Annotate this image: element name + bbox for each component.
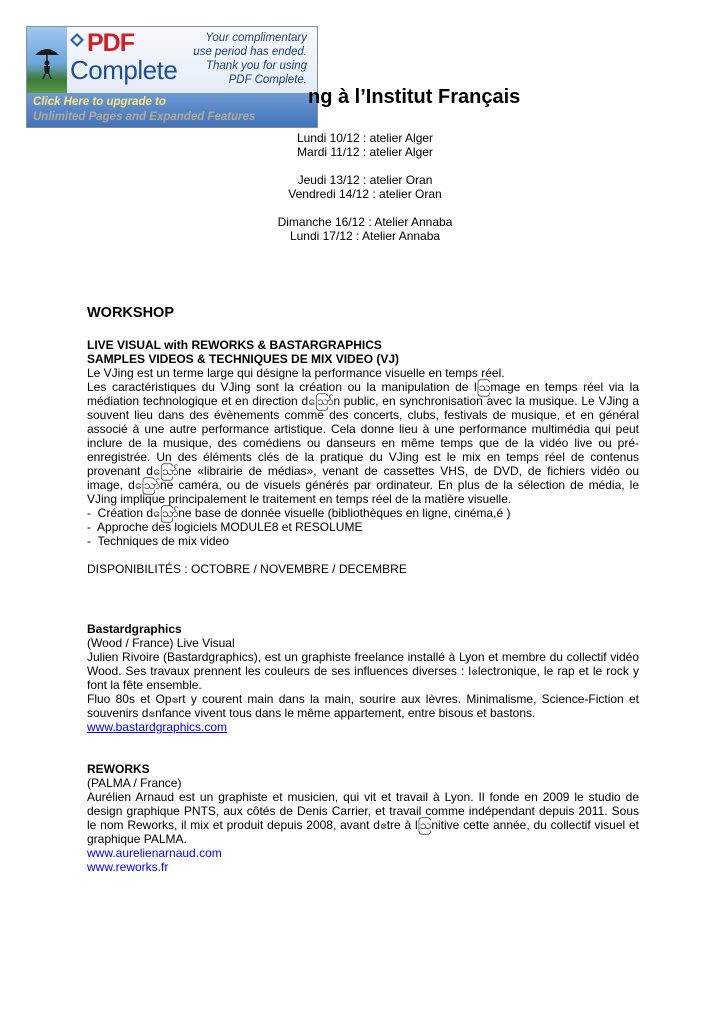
- section-heading: LIVE VISUAL with REWORKS & BASTARGRAPHICS: [87, 338, 382, 352]
- workshop-heading: WORKSHOP: [87, 305, 174, 321]
- trial-message: [177, 31, 307, 87]
- umbrella-figure-icon: [27, 27, 67, 93]
- upgrade-cta-line[interactable]: Unlimited Pages and Expanded Features: [33, 111, 256, 123]
- paragraph: Le VJing est un terme large qui désigne la performance visuelle en temps réel.: [87, 366, 505, 380]
- brand-complete: Complete: [70, 55, 178, 85]
- trial-message-line: Your complimentary: [205, 32, 307, 44]
- upgrade-banner[interactable]: [26, 26, 318, 128]
- banner-header: [27, 27, 317, 93]
- section-heading: SAMPLES VIDEOS & TECHNIQUES DE MIX VIDEO (VJ): [87, 352, 400, 366]
- availability: DISPONIBILITÉS : OCTOBRE / NOVEMBRE / DECEMBRE: [87, 562, 407, 576]
- schedule-item: Vendredi 14/12 : atelier Oran: [288, 187, 442, 201]
- document-body: [87, 338, 639, 874]
- upgrade-link[interactable]: [27, 93, 317, 128]
- schedule: [250, 131, 480, 243]
- artist-link[interactable]: www.aurelienarnaud.com: [87, 846, 222, 860]
- paragraph: Aurélien Arnaud est un graphiste et musicien, qui vit et travail à Lyon. Il fonde en 2009 le studio de design graphique PNTS, aux côtés de Denis Carrier, et travail comme indépendant depuis 2011. Sous le nom Reworks, il mix et produit depuis 2008, avant dဧtre à lဩnitive cette année, du collectif visuel et graphique PALMA.: [87, 790, 639, 846]
- list-item: - Création dဪne base de donnée visuelle (bibliothèques en ligne, cinéma,é ): [87, 506, 639, 520]
- schedule-item: Dimanche 16/12 : Atelier Annaba: [277, 215, 453, 229]
- schedule-item: Lundi 17/12 : Atelier Annaba: [289, 229, 441, 243]
- artist-origin: (Wood / France) Live Visual: [87, 636, 235, 650]
- trial-message-line: Thank you for using: [205, 60, 307, 72]
- trial-message-line: PDF Complete.: [228, 74, 307, 86]
- list-item: - Approche des logiciels MODULE8 et RESOLUME: [87, 520, 639, 534]
- page-title: ng à l’Institut Français: [308, 86, 521, 108]
- artist-heading: REWORKS: [87, 762, 150, 776]
- list-item: - Techniques de mix video: [87, 534, 639, 548]
- paragraph: Julien Rivoire (Bastardgraphics), est un graphiste freelance installé à Lyon et membre du collectif vidéo Wood. Ses travaux prennent les couleurs de ses influences diverses : lဧlectronique, le rap et le rock y font la fête ensemble.: [87, 650, 639, 692]
- paragraph: Fluo 80s et Opဧrt y courent main dans la main, sourire aux lèvres. Minimalisme, Science-Fiction et souvenirs dဧnfance vivent tous dans le même appartement, entre bisous et bastons.: [87, 692, 639, 720]
- artist-origin: (PALMA / France): [87, 776, 182, 790]
- upgrade-cta[interactable]: [33, 95, 255, 125]
- bullet-list: [87, 506, 639, 548]
- brand-pdf: PDF: [87, 29, 134, 57]
- schedule-item: Mardi 11/12 : atelier Alger: [297, 145, 433, 159]
- trial-message-line: use period has ended.: [193, 46, 307, 58]
- artist-link[interactable]: www.reworks.fr: [87, 860, 169, 874]
- artist-heading: Bastardgraphics: [87, 622, 182, 636]
- artist-link[interactable]: www.bastardgraphics.com: [87, 720, 228, 734]
- schedule-item: Lundi 10/12 : atelier Alger: [296, 131, 434, 145]
- upgrade-cta-line[interactable]: Click Here to upgrade to: [33, 96, 166, 108]
- paragraph: Les caractéristiques du VJing sont la création ou la manipulation de lဩmage en temps réel via la médiation technologique et en direction dဪn public, en synchronisation avec la musique. Le VJing a souvent lieu dans des évènements comme des concerts, clubs, festivals de musique, et en général associé à une autre performance artistique. Cela donne lieu à une performance multimédia qui peut inclure de la musique, des comédiens ou danseurs en même temps que de la vidéo live ou pré-enregistrée. Un des éléments clés de la pratique du VJing est le mix en temps réel de contenus provenant dဪne «librairie de médias», venant de cassettes VHS, de DVD, de fichiers vidéo ou image, dဪne caméra, ou de visuels générés par ordinateur. En plus de la sélection de média, le VJing implique principalement le traitement en temps réel de la matière visuelle.: [87, 380, 639, 506]
- schedule-item: Jeudi 13/12 : atelier Oran: [297, 173, 433, 187]
- pdf-logo-icon: [70, 33, 84, 47]
